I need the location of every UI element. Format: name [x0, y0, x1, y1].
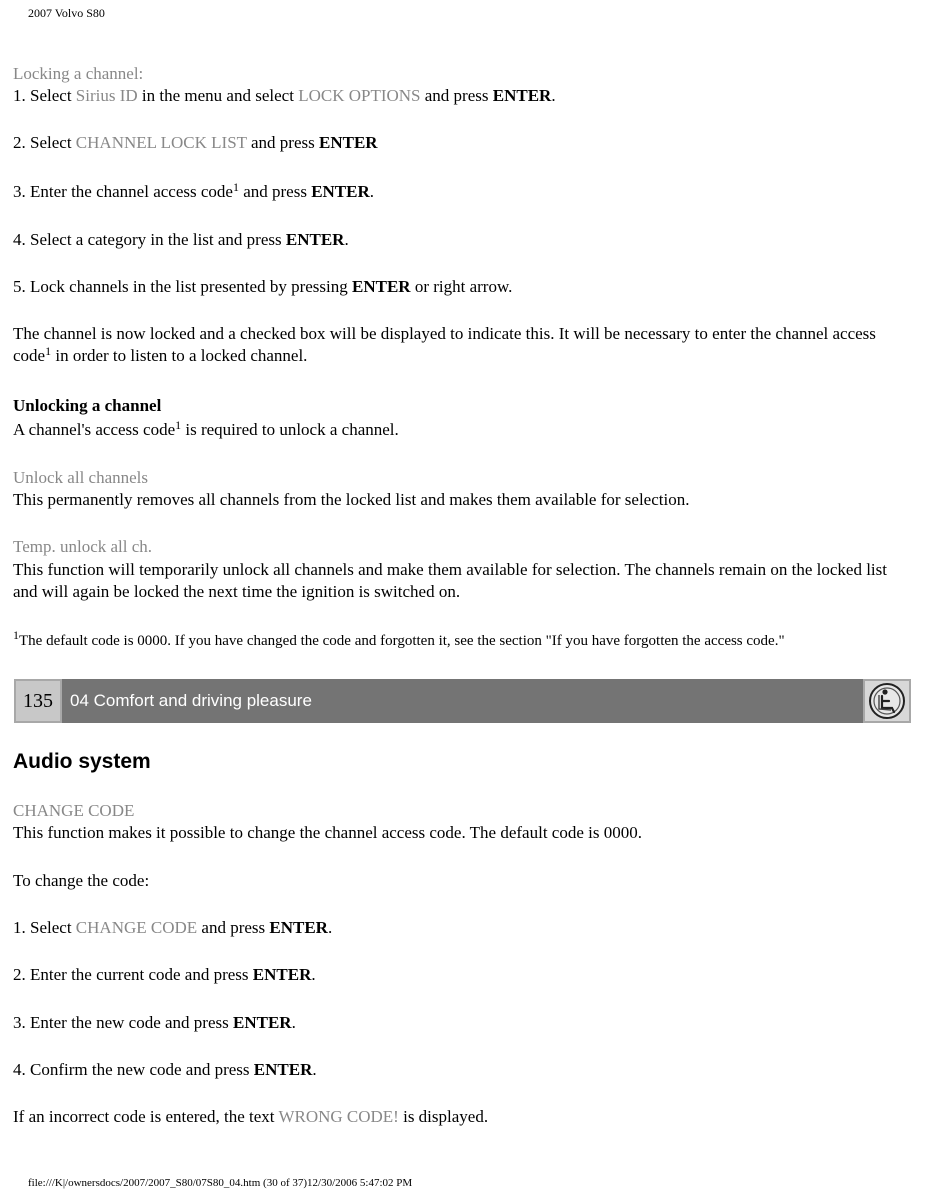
lock-step-5: 5. Lock channels in the list presented by pressing ENTER or right arrow. [13, 277, 513, 296]
footnote: $^1$The default code is 0000. If you have changed the code and forgotten it, see the section "If you have forgotten the access code." [13, 628, 785, 649]
change-step-3: 3. Enter the new code and press ENTER. [13, 1013, 296, 1032]
to-change-text: To change the code: [13, 871, 150, 890]
lock-step-1: 1. Select Sirius ID in the menu and select LOCK OPTIONS and press ENTER. [13, 86, 556, 105]
temp-unlock-text: This function will temporarily unlock all channels and make them available for selection. The channels remain on the locked list and will again be locked the next time the ignition is switched on. [13, 560, 887, 601]
page-number: 135 [16, 681, 60, 721]
change-step-2: 2. Enter the current code and press ENTER. [13, 965, 316, 984]
change-code-heading: CHANGE CODE [13, 801, 135, 820]
document-footer: file:///K|/ownersdocs/2007/2007_S80/07S80_04.htm (30 of 37)12/30/2006 5:47:02 PM [28, 1177, 413, 1189]
unlock-all-text: This permanently removes all channels from the locked list and makes them available for selection. [13, 490, 690, 509]
change-step-1: 1. Select CHANGE CODE and press ENTER. [13, 918, 333, 937]
seat-person-icon [865, 681, 909, 721]
lock-step-2: 2. Select CHANNEL LOCK LIST and press ENTER [13, 133, 378, 152]
wrong-code-text: If an incorrect code is entered, the text WRONG CODE! is displayed. [13, 1107, 489, 1126]
lock-step-3: 3. Enter the channel access code$^1$ and press ENTER. [13, 180, 375, 201]
unlocking-text: A channel's access code$^1$ is required to unlock a channel. [13, 418, 399, 439]
unlocking-heading: Unlocking a channel [13, 396, 162, 415]
change-step-4: 4. Confirm the new code and press ENTER. [13, 1060, 317, 1079]
lock-step-4: 4. Select a category in the list and press ENTER. [13, 230, 349, 249]
change-code-intro: This function makes it possible to change the channel access code. The default code is 0000. [13, 823, 642, 842]
section-title: Audio system [13, 750, 151, 773]
chapter-title: 04 Comfort and driving pleasure [62, 679, 863, 723]
unlock-all-title: Unlock all channels [13, 468, 149, 487]
locking-heading: Locking a channel: [13, 64, 144, 83]
lock-paragraph: The channel is now locked and a checked box will be displayed to indicate this. It will be necessary to enter the channel access code$^1$ in order to listen to a locked channel. [13, 324, 876, 365]
chapter-banner [14, 679, 911, 723]
document-header: 2007 Volvo S80 [28, 6, 105, 20]
temp-unlock-title: Temp. unlock all ch. [13, 537, 153, 556]
